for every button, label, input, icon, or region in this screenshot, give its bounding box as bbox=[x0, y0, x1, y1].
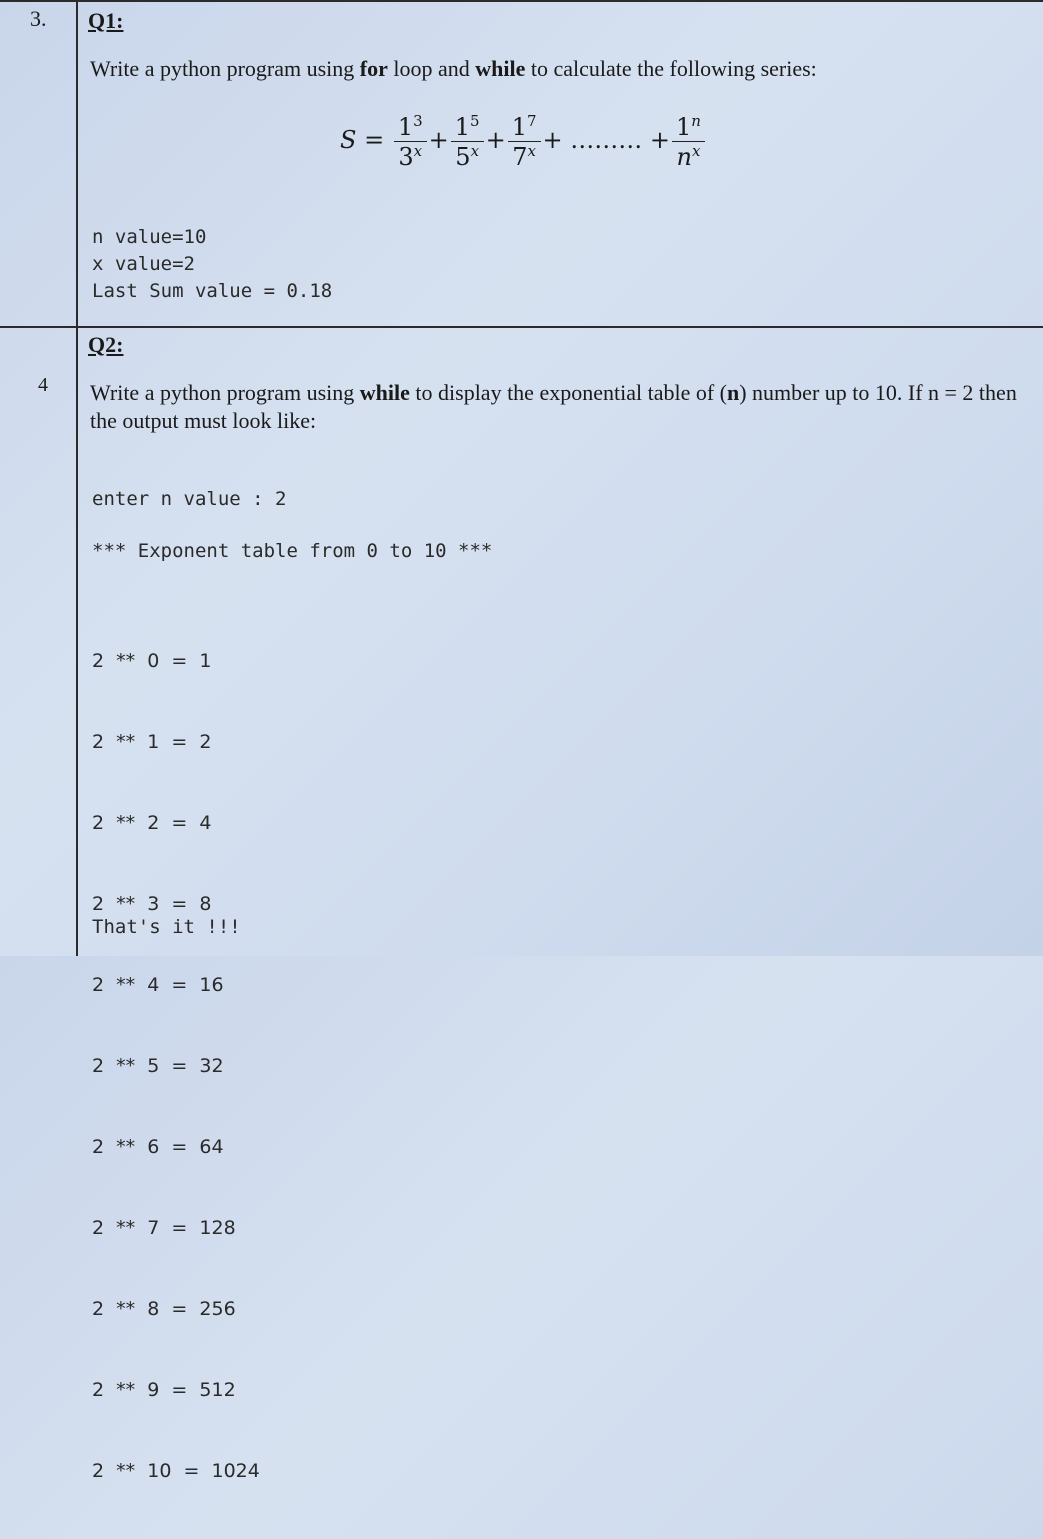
table-row: 2 ** 7 = 128 bbox=[92, 1217, 236, 1239]
row-divider bbox=[0, 326, 1043, 328]
q2-keyword-while: while bbox=[359, 380, 410, 405]
formula-term-2: $\frac{1^5}{5^x}$ bbox=[451, 112, 484, 171]
series-formula: S = $\frac{1^3}{3^x}$ + $\frac{1^5}{5^x}$ + $\frac{1^7}{7^x}$ + ……… + $\frac{1^n}{n^x}$ bbox=[340, 112, 707, 171]
table-row: 2 ** 8 = 256 bbox=[92, 1298, 236, 1320]
table-row: 2 ** 3 = 8 bbox=[92, 893, 212, 915]
top-border bbox=[0, 0, 1043, 2]
formula-ellipsis: + ……… + bbox=[542, 126, 671, 154]
q1-output-line: n value=10 bbox=[92, 226, 207, 248]
q1-output-block bbox=[92, 224, 332, 305]
question-number-4: 4 bbox=[38, 374, 48, 396]
q2-header-line: *** Exponent table from 0 to 10 *** bbox=[92, 540, 493, 562]
table-row: 2 ** 5 = 32 bbox=[92, 1055, 224, 1077]
question-number-3: 3. bbox=[30, 6, 47, 31]
q2-prompt-line-1 bbox=[90, 380, 1017, 406]
q1-heading: Q1: bbox=[88, 8, 124, 33]
q1-keyword-while: while bbox=[475, 56, 526, 81]
q1-output-line: x value=2 bbox=[92, 253, 195, 275]
table-row: 2 ** 2 = 4 bbox=[92, 812, 212, 834]
left-column-divider bbox=[76, 0, 78, 956]
q1-prompt-after: to calculate the following series: bbox=[525, 56, 817, 81]
q2-prompt-end: ) number up to 10. If n = 2 then bbox=[739, 380, 1017, 405]
formula-term-n: $\frac{1^n}{n^x}$ bbox=[672, 112, 705, 171]
q1-prompt-before: Write a python program using bbox=[90, 56, 360, 81]
q1-keyword-for: for bbox=[359, 56, 388, 81]
exponent-table bbox=[92, 594, 260, 1539]
formula-lhs: S = bbox=[340, 126, 385, 154]
q2-footer-line: That's it !!! bbox=[92, 916, 241, 938]
table-row: 2 ** 1 = 2 bbox=[92, 731, 212, 753]
q2-keyword-n: n bbox=[726, 380, 740, 405]
table-row: 2 ** 0 = 1 bbox=[92, 650, 212, 672]
q2-prompt-before: Write a python program using bbox=[90, 380, 360, 405]
table-row: 2 ** 10 = 1024 bbox=[92, 1460, 260, 1482]
table-row: 2 ** 4 = 16 bbox=[92, 974, 224, 996]
table-row: 2 ** 9 = 512 bbox=[92, 1379, 236, 1401]
table-row: 2 ** 6 = 64 bbox=[92, 1136, 224, 1158]
formula-term-1: $\frac{1^3}{3^x}$ bbox=[394, 112, 427, 171]
q2-prompt-after: to display the exponential table of ( bbox=[409, 380, 727, 405]
q2-input-line: enter n value : 2 bbox=[92, 488, 287, 510]
q1-output-line: Last Sum value = 0.18 bbox=[92, 280, 333, 302]
formula-term-3: $\frac{1^7}{7^x}$ bbox=[508, 112, 541, 171]
q2-prompt-line-2: the output must look like: bbox=[90, 408, 317, 433]
q2-heading: Q2: bbox=[88, 332, 124, 357]
q1-prompt bbox=[90, 56, 817, 82]
q1-prompt-mid: loop and bbox=[387, 56, 476, 81]
